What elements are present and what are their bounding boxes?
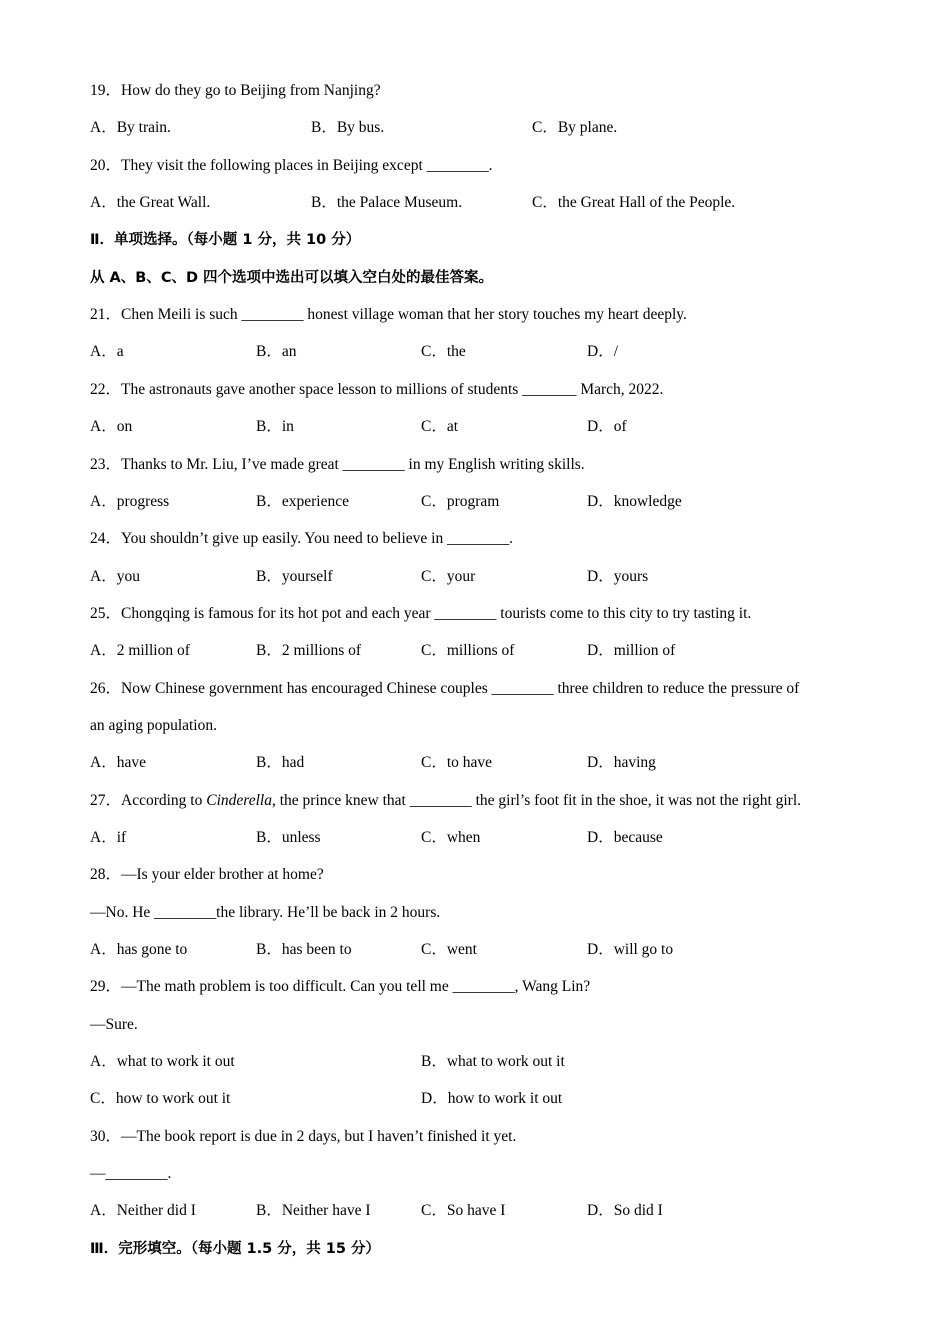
q21-stem: 21．Chen Meili is such ________ honest village woman that her story touches my heart deeply. — [90, 306, 687, 323]
q29-option-b: B．what to work out it — [421, 1053, 565, 1070]
q26-stem-line1: 26．Now Chinese government has encouraged Chinese couples ________ three children to reduce the pressure of — [90, 680, 800, 697]
q20-option-a: A．the Great Wall. — [90, 194, 211, 211]
q30-option-a: A．Neither did I — [90, 1202, 196, 1219]
q19-option-c: C．By plane. — [532, 119, 618, 136]
q27-option-b: B．unless — [256, 829, 321, 846]
q26-option-d: D．having — [587, 754, 656, 771]
q25-option-b: B．2 millions of — [256, 642, 362, 659]
section-2-instructions: 从 A、B、C、D 四个选项中选出可以填入空白处的最佳答案。 — [90, 270, 494, 286]
q27-stem — [90, 791, 801, 811]
q22-option-a: A．on — [90, 418, 133, 435]
q20-stem: 20．They visit the following places in Beijing except ________. — [90, 157, 493, 174]
q30-option-c: C．So have I — [421, 1202, 506, 1219]
q23-stem: 23．Thanks to Mr. Liu, I’ve made great ________ in my English writing skills. — [90, 456, 585, 473]
q26-stem-line2: an aging population. — [90, 717, 217, 734]
q28-option-c: C．went — [421, 941, 477, 958]
q30-stem-line2: —________. — [90, 1165, 172, 1182]
q27-stem-post: , the prince knew that ________ the girl’s foot fit in the shoe, it was not the right girl. — [271, 792, 802, 809]
q21-option-c: C．the — [421, 343, 466, 360]
q23-option-d: D．knowledge — [587, 493, 682, 510]
q28-option-b: B．has been to — [256, 941, 352, 958]
q28-option-d: D．will go to — [587, 941, 674, 958]
q24-option-d: D．yours — [587, 568, 649, 585]
q28-option-a: A．has gone to — [90, 941, 188, 958]
q30-stem-line1: 30．—The book report is due in 2 days, but I haven’t finished it yet. — [90, 1128, 517, 1145]
q24-option-b: B．yourself — [256, 568, 333, 585]
q29-option-d: D．how to work it out — [421, 1090, 563, 1107]
q20-option-c: C．the Great Hall of the People. — [532, 194, 736, 211]
q22-option-b: B．in — [256, 418, 294, 435]
q25-option-d: D．million of — [587, 642, 676, 659]
q25-option-c: C．millions of — [421, 642, 515, 659]
q29-stem-line2: —Sure. — [90, 1016, 138, 1033]
q22-stem: 22．The astronauts gave another space lesson to millions of students _______ March, 2022. — [90, 381, 664, 398]
q29-stem-line1: 29．—The math problem is too difficult. Can you tell me ________, Wang Lin? — [90, 978, 591, 995]
q26-option-a: A．have — [90, 754, 146, 771]
q26-option-b: B．had — [256, 754, 305, 771]
q21-option-d: D．/ — [587, 343, 619, 360]
q27-option-c: C．when — [421, 829, 481, 846]
q20-option-b: B．the Palace Museum. — [311, 194, 463, 211]
section-2-title: Ⅱ．单项选择。（每小题 1 分，共 10 分） — [90, 232, 361, 248]
q22-option-d: D．of — [587, 418, 627, 435]
q24-option-a: A．you — [90, 568, 140, 585]
q27-stem-pre: 27．According to — [90, 792, 207, 809]
q23-option-c: C．program — [421, 493, 500, 510]
q27-option-a: A．if — [90, 829, 127, 846]
q25-stem: 25．Chongqing is famous for its hot pot and each year ________ tourists come to this city to try tasting it. — [90, 605, 752, 622]
section-3-title: Ⅲ．完形填空。（每小题 1.5 分，共 15 分） — [90, 1241, 381, 1257]
q28-stem-line1: 28．—Is your elder brother at home? — [90, 866, 324, 883]
q29-option-a: A．what to work it out — [90, 1053, 235, 1070]
q27-title-italic: Cinderella — [206, 792, 272, 809]
q19-option-a: A．By train. — [90, 119, 171, 136]
q29-option-c: C．how to work out it — [90, 1090, 231, 1107]
q25-option-a: A．2 million of — [90, 642, 190, 659]
q28-stem-line2: —No. He ________the library. He’ll be back in 2 hours. — [90, 904, 441, 921]
q21-option-b: B．an — [256, 343, 297, 360]
q23-option-a: A．progress — [90, 493, 170, 510]
q19-stem: 19．How do they go to Beijing from Nanjing? — [90, 82, 381, 99]
q23-option-b: B．experience — [256, 493, 349, 510]
q30-option-b: B．Neither have I — [256, 1202, 371, 1219]
q22-option-c: C．at — [421, 418, 459, 435]
q19-option-b: B．By bus. — [311, 119, 385, 136]
q26-option-c: C．to have — [421, 754, 493, 771]
q24-option-c: C．your — [421, 568, 476, 585]
q27-option-d: D．because — [587, 829, 663, 846]
q21-option-a: A．a — [90, 343, 124, 360]
q30-option-d: D．So did I — [587, 1202, 663, 1219]
q24-stem: 24．You shouldn’t give up easily. You need to believe in ________. — [90, 530, 513, 547]
